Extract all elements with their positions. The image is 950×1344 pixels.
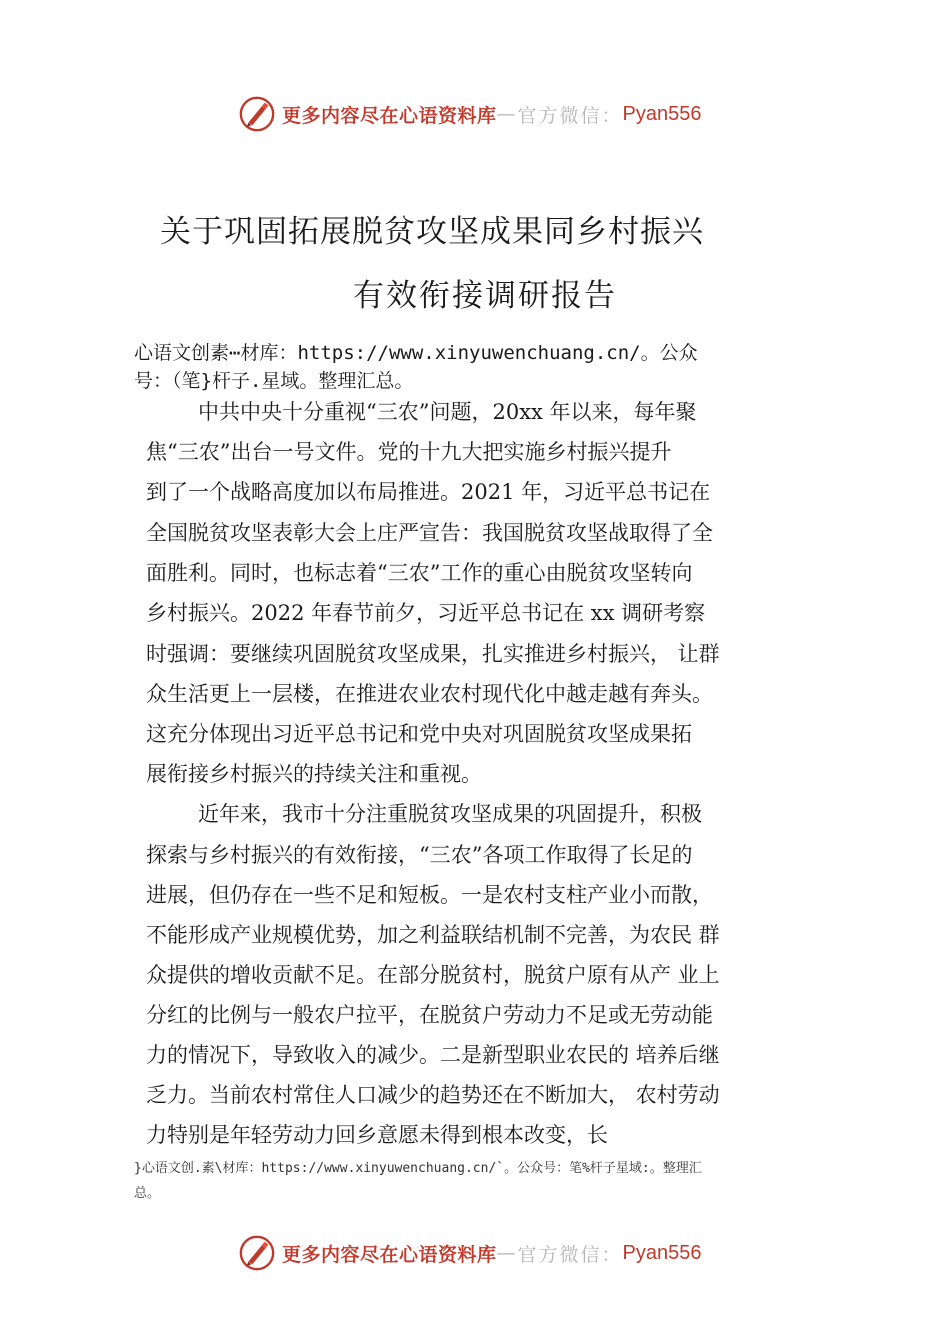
banner-wechat-id: Pyan556 [622, 102, 702, 125]
banner-dash: — [496, 1242, 518, 1264]
document-title-line1: 关于巩固拓展脱贫攻坚成果同乡村振兴 [160, 214, 704, 250]
source-note-line: 号：（笔}杆子.星域。整理汇总。 [134, 370, 414, 392]
banner-dash: — [496, 103, 518, 125]
pen-logo-icon [238, 95, 276, 133]
footer-note-line: }心语文创.素\材库：https://www.xinyuwenchuang.cn/`。公众号：笔%杆子星域:。整理汇 [134, 1161, 702, 1176]
banner-label: 官方微信： [517, 1243, 623, 1266]
paragraph2-line: 力特别是年轻劳动力回乡意愿未得到根本改变，长 [146, 1123, 608, 1147]
paragraph1-line: 到了一个战略高度加以布局推进。2021 年，习近平总书记在 [146, 480, 711, 504]
paragraph1-line: 中共中央十分重视“三农”问题，20xx 年以来，每年聚 [198, 400, 697, 424]
document-title-line2: 有效衔接调研报告 [353, 278, 617, 314]
paragraph1-line: 这充分体现出习近平总书记和党中央对巩固脱贫攻坚成果拓 [146, 722, 692, 746]
banner-main-text: 更多内容尽在心语资料库 [282, 1243, 497, 1266]
paragraph1-line: 众生活更上一层楼，在推进农业农村现代化中越走越有奔头。 [146, 682, 713, 706]
paragraph1-line: 面胜利。同时，也标志着“三农”工作的重心由脱贫攻坚转向 [146, 561, 693, 585]
paragraph1-line: 全国脱贫攻坚表彰大会上庄严宣告：我国脱贫攻坚战取得了全 [146, 521, 713, 545]
footer-note-line: 总。 [134, 1186, 161, 1201]
paragraph2-line: 分红的比例与一般农户拉平，在脱贫户劳动力不足或无劳动能 [146, 1003, 713, 1027]
paragraph2-line: 近年来，我市十分注重脱贫攻坚成果的巩固提升，积极 [198, 802, 702, 826]
paragraph1-line: 展衔接乡村振兴的持续关注和重视。 [146, 762, 482, 786]
paragraph1-line: 乡村振兴。2022 年春节前夕，习近平总书记在 xx 调研考察 [146, 601, 706, 625]
top-banner [238, 94, 702, 134]
pen-logo-icon [238, 1234, 276, 1272]
paragraph2-line: 力的情况下，导致收入的减少。二是新型职业农民的 培养后继 [146, 1043, 720, 1067]
paragraph2-line: 进展，但仍存在一些不足和短板。一是农村支柱产业小而散， [146, 883, 713, 907]
banner-main-text: 更多内容尽在心语资料库 [282, 104, 497, 127]
paragraph1-line: 时强调：要继续巩固脱贫攻坚成果，扎实推进乡村振兴， 让群 [146, 642, 720, 666]
paragraph2-line: 不能形成产业规模优势，加之利益联结机制不完善，为农民 群 [146, 923, 720, 947]
source-note-line: 心语文创素⋯材库：https://www.xinyuwenchuang.cn/。公众 [134, 342, 698, 364]
banner-wechat-id: Pyan556 [622, 1241, 702, 1264]
paragraph1-line: 焦“三农”出台一号文件。党的十九大把实施乡村振兴提升 [146, 440, 672, 464]
paragraph2-line: 探索与乡村振兴的有效衔接，“三农”各项工作取得了长足的 [146, 843, 693, 867]
paragraph2-line: 乏力。当前农村常住人口减少的趋势还在不断加大， 农村劳动 [146, 1083, 720, 1107]
banner-label: 官方微信： [517, 104, 623, 127]
paragraph2-line: 众提供的增收贡献不足。在部分脱贫村，脱贫户原有从产 业上 [146, 963, 720, 987]
bottom-banner [238, 1233, 702, 1273]
